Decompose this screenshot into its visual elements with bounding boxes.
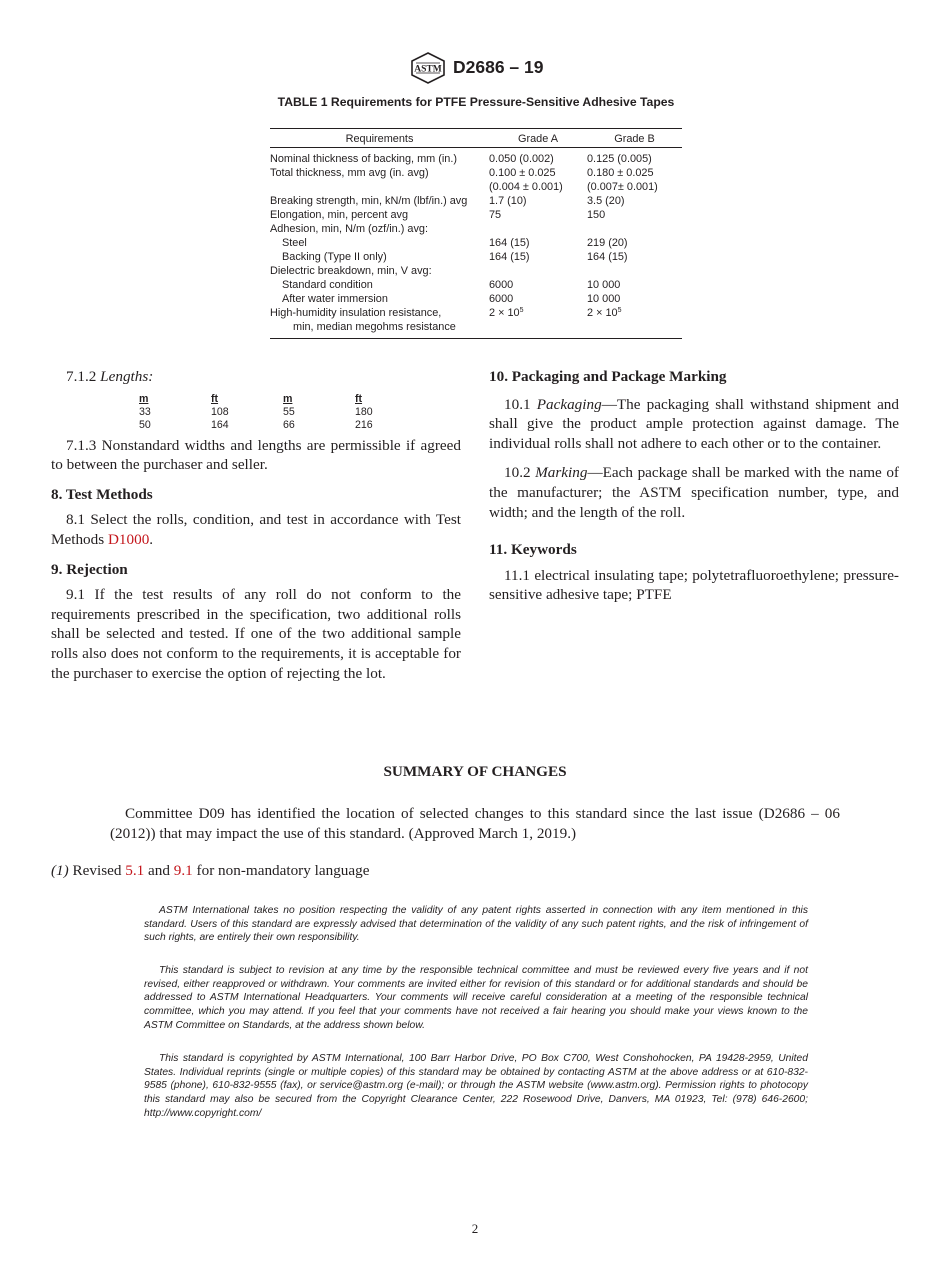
table-cell: 33 bbox=[139, 405, 151, 418]
table-row bbox=[270, 148, 682, 167]
section-10-2 bbox=[489, 463, 899, 522]
column-header: Requirements bbox=[270, 129, 489, 148]
section-9-1-link[interactable]: 9.1 bbox=[173, 862, 193, 879]
requirement-cell: Breaking strength, min, kN/m (lbf/in.) avg bbox=[270, 195, 468, 207]
grade-a-cell: 75 bbox=[489, 209, 502, 221]
grade-a-cell: 0.100 ± 0.025 bbox=[489, 167, 556, 179]
summary-title: SUMMARY OF CHANGES bbox=[383, 763, 567, 780]
grade-a-cell: 164 (15) bbox=[489, 251, 530, 263]
item-text: and bbox=[144, 862, 174, 879]
grade-b-cell: 0.125 (0.005) bbox=[587, 153, 652, 165]
requirement-cell: Standard condition bbox=[282, 279, 373, 291]
grade-b-cell: 150 bbox=[587, 209, 606, 221]
page-header bbox=[0, 52, 950, 86]
document-id: D2686 – 19 bbox=[453, 57, 544, 77]
right-column bbox=[489, 367, 899, 605]
column-header: Grade B bbox=[587, 129, 682, 148]
requirement-cell: Elongation, min, percent avg bbox=[270, 209, 409, 221]
grade-b-cell bbox=[587, 306, 682, 339]
section-8-heading: 8. Test Methods bbox=[51, 485, 153, 503]
table-row bbox=[270, 264, 682, 278]
grade-b-cell bbox=[587, 222, 682, 236]
grade-a-cell: 6000 bbox=[489, 293, 514, 305]
grade-b-cell: 10 000 bbox=[587, 293, 621, 305]
requirement-cell: Adhesion, min, N/m (ozf/in.) avg: bbox=[270, 223, 428, 235]
paragraph-text: . bbox=[149, 530, 154, 548]
section-7-1-3: 7.1.3 Nonstandard widths and lengths are permissible if agreed to between the purchaser and seller. bbox=[51, 436, 461, 474]
grade-b-cell: 10 000 bbox=[587, 279, 621, 291]
table-row bbox=[270, 194, 682, 208]
grade-a-cell bbox=[489, 306, 587, 339]
value-base: 2 × 10 bbox=[587, 307, 618, 319]
paragraph-text: —Each package shall be marked with the name of the manufacturer; the ASTM specification number, type, and width; and the length of the roll. bbox=[489, 464, 899, 521]
table-row bbox=[270, 166, 682, 180]
table-cell: 164 bbox=[211, 418, 229, 431]
requirement-line: min, median megohms resistance bbox=[293, 321, 456, 333]
left-column bbox=[51, 367, 461, 683]
column-header: ft bbox=[211, 392, 219, 405]
grade-b-cell bbox=[587, 264, 682, 278]
section-title: Lengths: bbox=[100, 368, 154, 385]
section-10-1 bbox=[489, 395, 899, 454]
grade-a-cell: 1.7 (10) bbox=[489, 195, 527, 207]
section-9-heading: 9. Rejection bbox=[51, 560, 128, 578]
copyright-notice: This standard is copyrighted by ASTM International, 100 Barr Harbor Drive, PO Box C700, West Conshohocken, PA 19428-2959, United States. Individual reprints (single or multiple copies) of this standard may be obtained by contacting ASTM at the above address or at 610-832-9585 (phone), 610-832-9555 (fax), or service@astm.org (e-mail); or through the ASTM website (www.astm.org). Permission rights to photocopy this standard may also be secured from the Copyright Clearance Center, 222 Rosewood Drive, Danvers, MA 01923, Tel: (978) 646-2600; http://www.copyright.com/ bbox=[144, 1053, 808, 1119]
grade-a-cell: 164 (15) bbox=[489, 237, 530, 249]
table-row bbox=[270, 292, 682, 306]
table-row bbox=[270, 306, 682, 339]
section-number: 10.1 bbox=[504, 395, 531, 413]
requirement-cell: Dielectric breakdown, min, V avg: bbox=[270, 265, 432, 277]
column-header: m bbox=[283, 392, 293, 405]
paragraph-text: 8.1 Select the rolls, condition, and test in accordance with Test Methods bbox=[51, 511, 461, 548]
table-row bbox=[270, 278, 682, 292]
grade-b-cell: (0.007± 0.001) bbox=[587, 181, 658, 193]
value-base: 2 × 10 bbox=[489, 307, 520, 319]
section-number: 10.2 bbox=[504, 464, 531, 482]
section-number: 7.1.2 bbox=[66, 368, 97, 385]
lengths-table bbox=[51, 393, 461, 432]
requirements-table bbox=[270, 128, 682, 339]
grade-a-cell bbox=[489, 264, 587, 278]
grade-b-cell: 219 (20) bbox=[587, 237, 628, 249]
table-cell: 66 bbox=[283, 418, 295, 431]
requirement-cell: Nominal thickness of backing, mm (in.) bbox=[270, 153, 458, 165]
grade-b-cell: 0.180 ± 0.025 bbox=[587, 167, 654, 179]
patent-notice: ASTM International takes no position respecting the validity of any patent rights asserted in connection with any item mentioned in this standard. Users of this standard are expressly advised that determination of the validity of any such patent rights, and the risk of infringement of such rights, are entirely their own responsibility. bbox=[144, 905, 808, 944]
table-row bbox=[270, 236, 682, 250]
grade-a-cell: 0.050 (0.002) bbox=[489, 153, 554, 165]
summary-text: Committee D09 has identified the location of selected changes to this standard since the last issue (D2686 – 06 (2012)) that may impact the use of this standard. (Approved March 1, 2019.) bbox=[110, 805, 840, 842]
requirement-cell bbox=[270, 306, 489, 339]
table-row bbox=[270, 180, 682, 194]
summary-item bbox=[51, 862, 369, 880]
requirement-cell: Backing (Type II only) bbox=[282, 251, 387, 263]
paragraph-text: —The packaging shall withstand shipment and shall give the product ample protection against damage. The individual rolls shall not adhere to each other or to the container. bbox=[489, 395, 899, 452]
section-9-1: 9.1 If the test results of any roll do not conform to the requirements prescribed in the specification, two additional rolls shall be selected and tested. If one of the two additional sample rolls also does not conform to the requirements, it is acceptable for the purchaser to exercise the option of rejecting the lot. bbox=[51, 586, 461, 682]
table-cell: 216 bbox=[355, 418, 373, 431]
section-7-1-2 bbox=[51, 367, 461, 387]
requirement-cell bbox=[270, 180, 489, 194]
requirement-cell: Total thickness, mm avg (in. avg) bbox=[270, 167, 429, 179]
item-text: Revised bbox=[68, 862, 126, 879]
svg-text:ASTM: ASTM bbox=[414, 64, 442, 75]
section-title: Marking bbox=[535, 464, 588, 482]
section-11-heading: 11. Keywords bbox=[489, 541, 577, 559]
table-row bbox=[139, 419, 427, 432]
astm-logo-icon bbox=[409, 52, 447, 84]
grade-a-cell: (0.004 ± 0.001) bbox=[489, 181, 563, 193]
item-number: (1) bbox=[51, 862, 69, 879]
section-5-1-link[interactable]: 5.1 bbox=[125, 862, 145, 879]
table-caption: TABLE 1 Requirements for PTFE Pressure-Sensitive Adhesive Tapes bbox=[277, 95, 675, 109]
table-row bbox=[270, 250, 682, 264]
section-8-1 bbox=[51, 510, 461, 549]
grade-a-cell bbox=[489, 222, 587, 236]
value-exponent: 5 bbox=[519, 307, 524, 314]
table-cell: 180 bbox=[355, 405, 373, 418]
grade-b-cell: 3.5 (20) bbox=[587, 195, 625, 207]
table-cell: 108 bbox=[211, 405, 229, 418]
table-cell: 50 bbox=[139, 418, 151, 431]
requirement-cell: Steel bbox=[282, 237, 307, 249]
table-cell: 55 bbox=[283, 405, 295, 418]
column-header: Grade A bbox=[489, 129, 587, 148]
revision-notice: This standard is subject to revision at any time by the responsible technical committee and must be reviewed every five years and if not revised, either reapproved or withdrawn. Your comments are invited either for revision of this standard or for additional standards and should be addressed to ASTM International Headquarters. Your comments will receive careful consideration at a meeting of the responsible technical committee, which you may attend. If you feel that your comments have not received a fair hearing you should make your views known to the ASTM Committee on Standards, at the address shown below. bbox=[144, 965, 808, 1031]
table-row bbox=[270, 208, 682, 222]
section-11-1: 11.1 electrical insulating tape; polytetrafluoroethylene; pressure-sensitive adhesive tape; PTFE bbox=[489, 566, 899, 604]
table-row bbox=[270, 222, 682, 236]
column-header: m bbox=[139, 392, 149, 405]
grade-a-cell: 6000 bbox=[489, 279, 514, 291]
table-row bbox=[139, 406, 427, 419]
column-header: ft bbox=[355, 392, 363, 405]
grade-b-cell: 164 (15) bbox=[587, 251, 628, 263]
section-10-heading: 10. Packaging and Package Marking bbox=[489, 368, 727, 385]
d1000-link[interactable]: D1000 bbox=[107, 530, 150, 548]
item-text: for non-mandatory language bbox=[192, 862, 370, 879]
requirement-line: High-humidity insulation resistance, bbox=[270, 307, 442, 319]
value-exponent: 5 bbox=[617, 307, 622, 314]
requirement-cell: After water immersion bbox=[282, 293, 388, 305]
page-number: 2 bbox=[471, 1221, 479, 1236]
section-title: Packaging bbox=[536, 395, 602, 413]
